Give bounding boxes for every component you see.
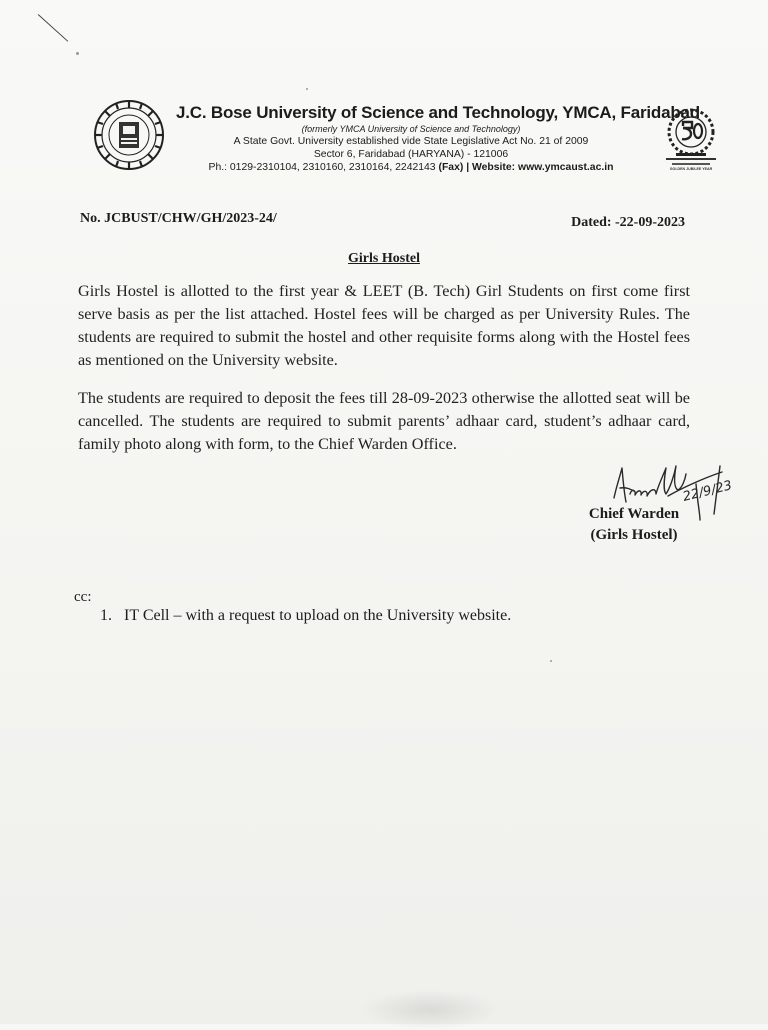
jubilee-caption: GOLDEN JUBILEE YEAR <box>669 167 713 171</box>
body-paragraph-1: Girls Hostel is allotted to the first year & LEET (B. Tech) Girl Students on first come first serve basis as per the list attached. Hostel fees will be charged as per University Rules. The students are required to submit the hostel and other requisite forms along with the Hostel fees as mentioned on the University website. <box>78 282 690 369</box>
contact-line <box>176 161 646 174</box>
website-label: | Website: <box>466 162 516 173</box>
document-heading: Girls Hostel <box>348 251 420 266</box>
scan-artifact-dot <box>306 88 308 90</box>
cc-item-text: IT Cell – with a request to upload on the University website. <box>124 607 512 624</box>
body-paragraph-2: The students are required to deposit the fees till 28-09-2023 otherwise the allotted seat will be cancelled. The students are required to submit parents’ adhaar card, student’s adhaar card, family photo along with form, to the Chief Warden Office. <box>78 389 690 453</box>
website-url: www.ymcaust.ac.in <box>518 162 614 173</box>
signatory-designation: Chief Warden <box>588 506 680 522</box>
university-seal-icon <box>92 98 166 177</box>
establishment-line: A State Govt. University established vide State Legislative Act No. 21 of 2009 <box>233 136 589 147</box>
address-line: Sector 6, Faridabad (HARYANA) - 121006 <box>313 149 509 160</box>
golden-jubilee-emblem-icon <box>660 106 722 177</box>
former-name: (formerly YMCA University of Science and Technology) <box>301 124 521 134</box>
document-date: Dated: -22-09-2023 <box>571 215 685 230</box>
signatory-block <box>574 504 694 546</box>
university-name: J.C. Bose University of Science and Technology, YMCA, Faridabad <box>176 103 700 122</box>
signatory-office: (Girls Hostel) <box>590 527 678 543</box>
scan-smudge <box>360 990 500 1030</box>
cc-label: cc: <box>74 589 92 605</box>
cc-item <box>100 607 511 625</box>
fax-label: (Fax) <box>438 162 464 173</box>
scan-artifact-dot <box>76 52 79 55</box>
letterhead <box>92 98 722 182</box>
scan-artifact-dot <box>550 660 552 662</box>
phone-numbers: Ph.: 0129-2310104, 2310160, 2310164, 2242143 <box>208 162 436 173</box>
cc-list <box>100 607 511 625</box>
cc-item-number: 1. <box>100 607 112 624</box>
scan-artifact-line <box>38 14 69 42</box>
signature-date: 22/9/23 <box>681 478 734 505</box>
reference-number: No. JCBUST/CHW/GH/2023-24/ <box>80 211 277 226</box>
